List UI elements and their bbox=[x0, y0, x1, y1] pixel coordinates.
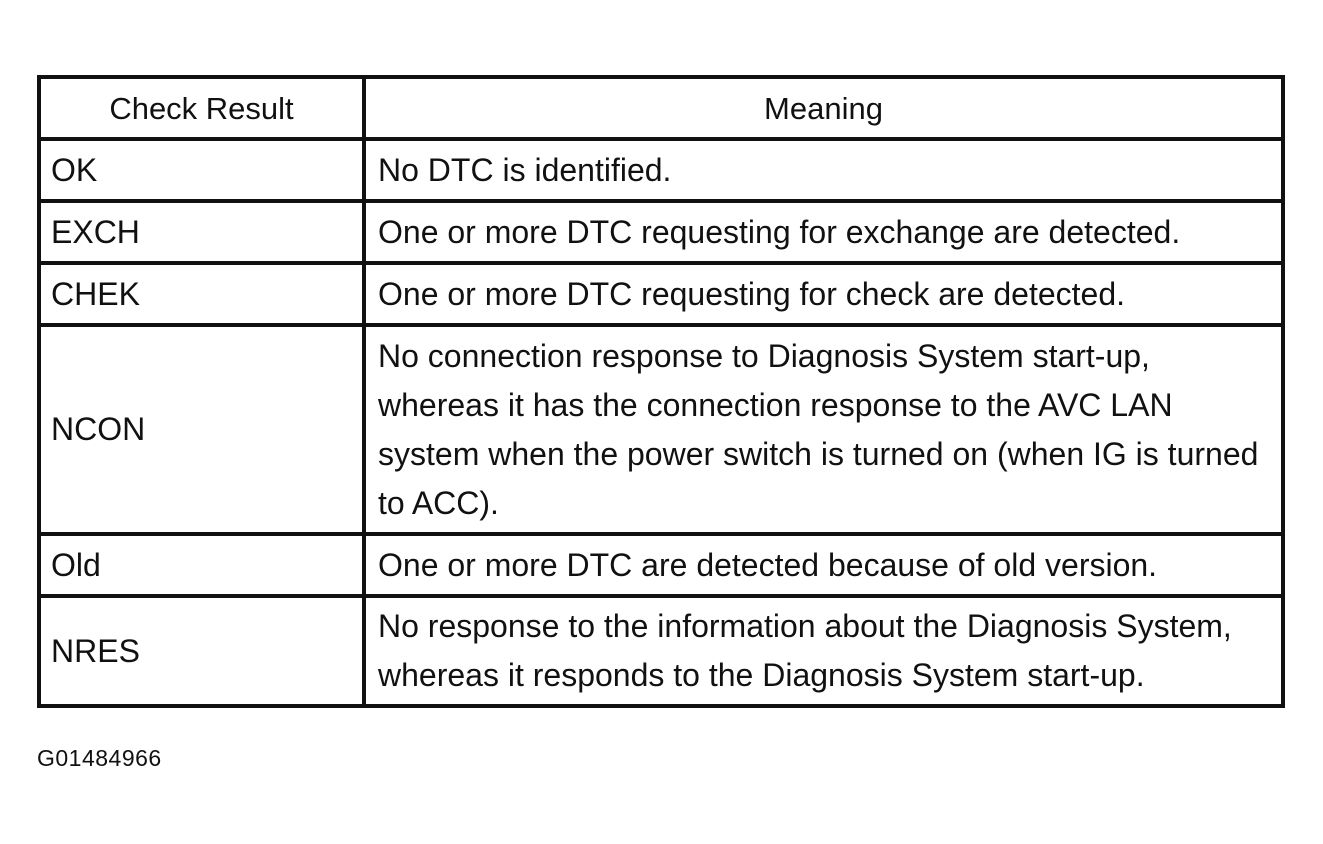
meaning-cell: No response to the information about the Diagnosis System, whereas it responds to the Diagnosis System start-up. bbox=[364, 596, 1283, 706]
meaning-cell: One or more DTC requesting for check are detected. bbox=[364, 263, 1283, 325]
check-result-cell: NRES bbox=[39, 596, 364, 706]
header-meaning: Meaning bbox=[364, 77, 1283, 139]
check-result-table bbox=[37, 75, 1285, 708]
check-result-cell: EXCH bbox=[39, 201, 364, 263]
table-header-row bbox=[39, 77, 1283, 139]
meaning-cell: No DTC is identified. bbox=[364, 139, 1283, 201]
table-row bbox=[39, 325, 1283, 534]
figure-id: G01484966 bbox=[37, 745, 162, 771]
table-row bbox=[39, 139, 1283, 201]
table-row bbox=[39, 596, 1283, 706]
meaning-cell: One or more DTC requesting for exchange are detected. bbox=[364, 201, 1283, 263]
check-result-cell: OK bbox=[39, 139, 364, 201]
meaning-cell: No connection response to Diagnosis System start-up, whereas it has the connection response to the AVC LAN system when the power switch is turned on (when IG is turned to ACC). bbox=[364, 325, 1283, 534]
table-row bbox=[39, 534, 1283, 596]
check-result-cell: Old bbox=[39, 534, 364, 596]
table-row bbox=[39, 201, 1283, 263]
meaning-cell: One or more DTC are detected because of old version. bbox=[364, 534, 1283, 596]
check-result-cell: CHEK bbox=[39, 263, 364, 325]
check-result-cell: NCON bbox=[39, 325, 364, 534]
table-row bbox=[39, 263, 1283, 325]
header-check-result: Check Result bbox=[39, 77, 364, 139]
